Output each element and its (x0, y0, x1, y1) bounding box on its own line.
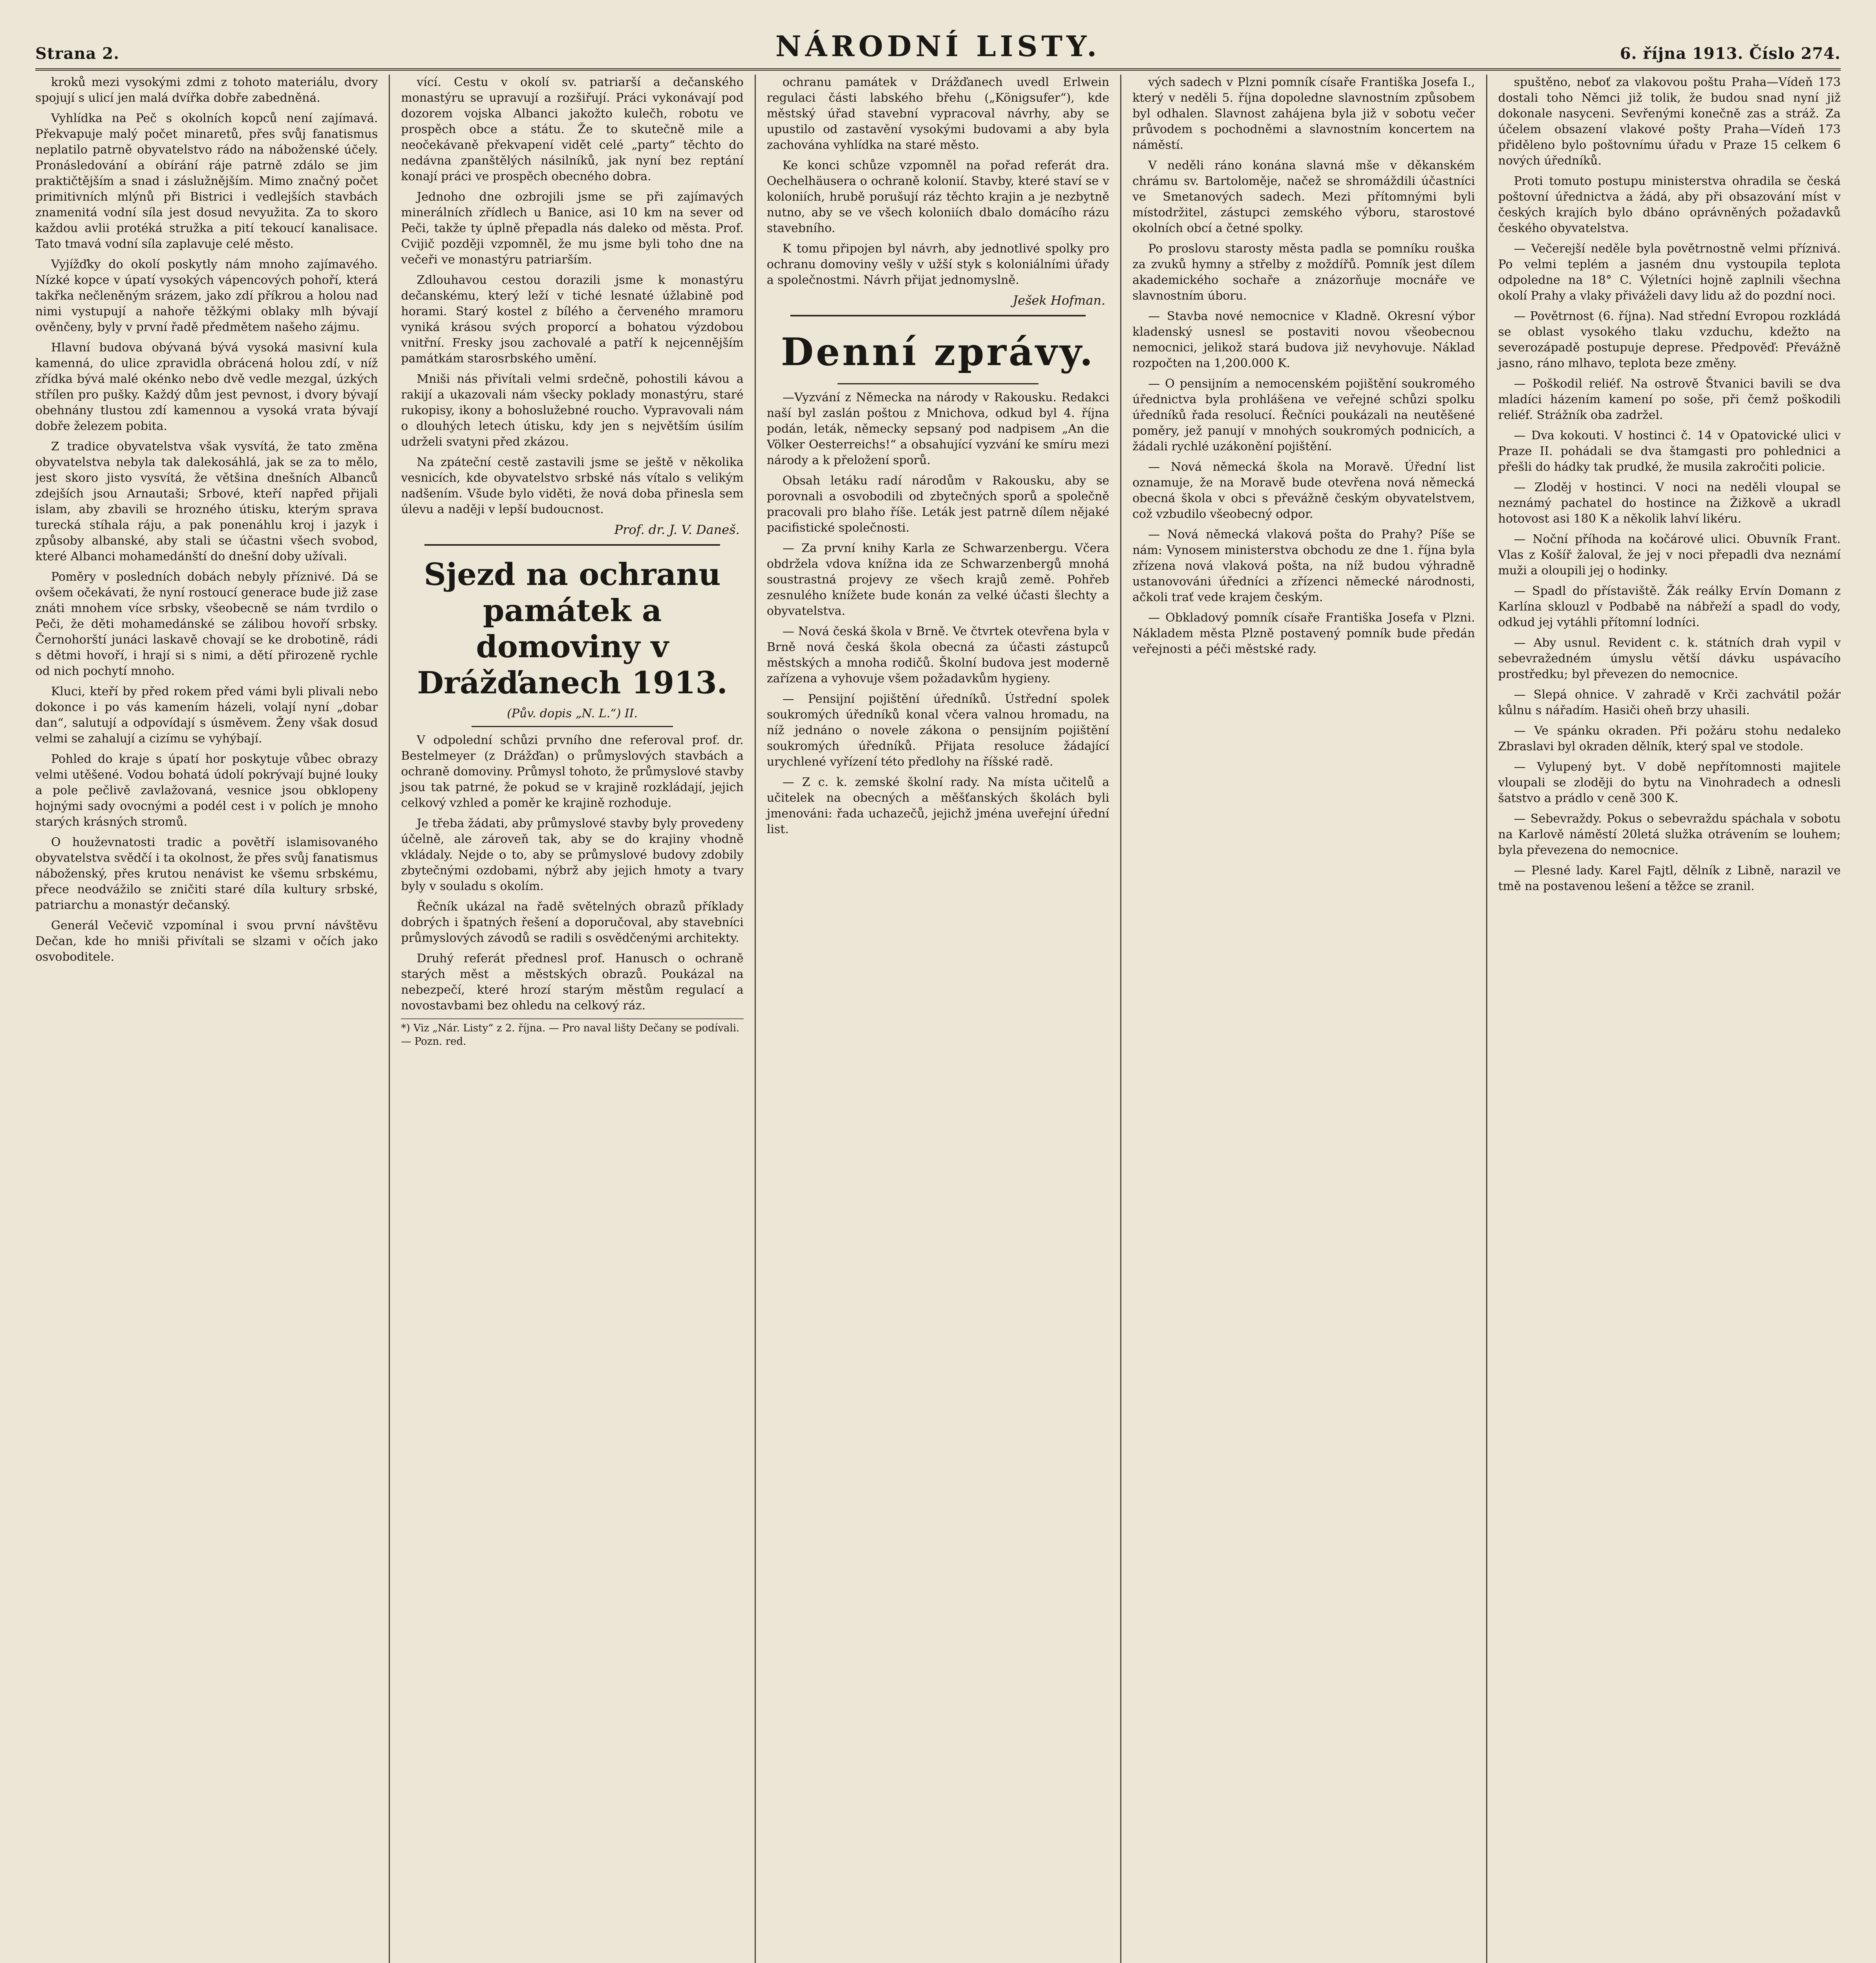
article-signature: Ješek Hofman. (1013, 293, 1106, 308)
divider (790, 315, 1086, 316)
news-item: — Slepá ohnice. V zahradě v Krči zachvátil požár kůlnu s nářadím. Hasiči oheň brzy uhasili. (1498, 688, 1841, 717)
paragraph: Jednoho dne ozbrojili jsme se při zajímavých minerálních zřídlech u Banice, asi 10 km na sever od Peči, takže ty úplně přepadla nás daleko od města. Prof. Cvijič později vzpomněl, že mu jsme byli toho dne na večeři ve monastýru patriarším. (401, 190, 744, 267)
news-item: — Dva kokouti. V hostinci č. 14 v Opatovické ulici v Praze II. pohádali se dva štamgasti pro pohlednici a přešli do hádky tak prudké, že musila zakročiti policie. (1498, 429, 1841, 474)
paragraph: ochranu památek v Drážďanech uvedl Erlwein regulaci části labského břehu („Königsufer“), kde městský úřad stavební vypracoval návrhy, aby se upustilo od zastavění vysokými budovami a aby byla zachována vyhlídka na staré město. (766, 75, 1110, 152)
paragraph: Na zpáteční cestě zastavili jsme se ještě v několika vesnicích, kde obyvatelstvo srbské nás vítalo s velikým nadšením. Všude bylo viděti, že nová doba přinesla sem úlevu a naději v lepší budoucnost. (401, 455, 744, 516)
news-item: — Obkladový pomník císaře Františka Josefa v Plzni. Nákladem města Plzně postavený pomník bude předán veřejnosti a péči městské rady. (1132, 611, 1475, 656)
article-title: Sjezd na ochranu památek a domoviny v Drážďanech 1913. (417, 557, 728, 701)
column-2 (389, 75, 754, 1963)
paragraph: Pohled do kraje s úpatí hor poskytuje vůbec obrazy velmi utěšené. Vodou bohatá údolí pokrývají bujné louky a pole pečlivě zavlažovaná, vesnice jsou obklopeny hojnými sady ovocnými a podél cest i v polích je mnoho starých krásných stromů. (35, 752, 378, 829)
paragraph: V odpolední schůzi prvního dne referoval prof. dr. Bestelmeyer (z Drážďan) o průmyslových stavbách a ochraně domoviny. Průmysl tohoto, že průmyslové stavby jsou tak patrné, že pokud se v krajině rozkládají, jejich celkový vzhled a poměr ke krajině rozhoduje. (401, 733, 744, 810)
news-item: — Vylupený byt. V době nepřítomnosti majitele vloupali se zloději do bytu na Vinohradech a odnesli šatstvo a prádlo v ceně 300 K. (1498, 760, 1841, 805)
paragraph: Poměry v posledních dobách nebyly příznivé. Dá se ovšem očekávati, že nyní rostoucí generace bude již zase znáti mnohem více srbsky, všeobecně se nám tvrdilo o Peči, že děti mohamedánské se zálibou hovoří srbsky. Černohorští junáci laskavě chovají se ke drobotině, rádi s dětmi hovoří, i hrají si s nimi, a dětí přirozeně rychle od nich pochytí mnoho. (35, 570, 378, 678)
news-item: — Zloděj v hostinci. V noci na neděli vloupal se neznámý pachatel do hostince na Žižkově a ukradl hotovost asi 180 K a několik lahví likéru. (1498, 481, 1841, 526)
news-item: spuštěno, neboť za vlakovou poštu Praha—Vídeň 173 dostali toho Němci již tolik, že budou snad nyní již dokonale nasyceni. Sevřenými konečně zas a stráž. Za účelem obsazení vlakové pošty Praha—Vídeň 173 přiděleno bylo poštovnímu úřadu v Praze 15 celkem 6 nových úředníků. (1498, 75, 1841, 168)
paragraph: Je třeba žádati, aby průmyslové stavby byly provedeny účelně, ale zároveň tak, aby se do krajiny vhodně vkládaly. Nejde o to, aby se průmyslové budovy zdobily zbytečnými ozdobami, nýbrž aby jejich hmoty a tvary byly v souladu s okolím. (401, 817, 744, 893)
news-item: — Plesné lady. Karel Fajtl, dělník z Libně, narazil ve tmě na postavenou lešení a těžce se zranil. (1498, 864, 1841, 893)
news-item: — Poškodil reliéf. Na ostrově Štvanici bavili se dva mladíci házením kamení po soše, při čemž poškodili reliéf. Strážník oba zadržel. (1498, 377, 1841, 422)
news-item: V neděli ráno konána slavná mše v děkanském chrámu sv. Bartoloměje, načež se shromáždili účastníci ve Smetanových sadech. Mezi přítomnými byli místodržitel, zástupci zemského výboru, starostové okolních obcí a četné spolky. (1132, 159, 1475, 235)
masthead (35, 24, 1841, 71)
paragraph: Mniši nás přivítali velmi srdečně, pohostili kávou a rakijí a ukazovali nám všecky poklady monastýru, staré rukopisy, ikony a bohoslužebné roucho. Vypravovali nám o dlouhých letech útisku, kdy jen s největším úsilím udrželi svatyni před zkázou. (401, 372, 744, 449)
column-3 (755, 75, 1120, 1963)
divider (837, 383, 1039, 384)
paragraph: Ke konci schůze vzpomněl na pořad referát dra. Oechelhäusera o ochraně kolonií. Stavby, které staví se v koloniích, hrubě porušují ráz těchto krajin a je nezbytně nutno, aby se ve všech koloniích dbalo domácího rázu stavebního. (766, 159, 1110, 235)
paragraph: Z tradice obyvatelstva však vysvítá, že tato změna obyvatelstva nebyla tak dalekosáhlá, jak se za to mělo, jest skoro jisto vysvítá, že většina dnešních Albanců zdejších jsou Arnautaši; Srbové, kteří napřed přijali islam, aby zbavili se hrozného útisku, kterým sprava turecká stíhala ráju, a pak ponenáhlu kroj i jazyk i způsoby albanské, aby stali se účastni všech svobod, které Albanci mohamedánští do dnešní doby užívali. (35, 440, 378, 563)
paragraph: vící. Cestu v okolí sv. patriarší a dečanského monastýru se upravují a rozšiřují. Práci vykonávají pod dozorem vojska Albanci jakožto kulečh, robotu ve prospěch obce a státu. Že to skutečně mile a neočekávaně překvapení vidět celé „party“ těchto do nedávna zpanštělých násilníků, jak nyní bez reptání konají práci ve prospěch obecného dobra. (401, 75, 744, 183)
news-item: Obsah letáku radí národům v Rakousku, aby se porovnali a osvobodili od zbytečných sporů a společně pracovali pro blaho říše. Leták jest patrně dílem nějaké pacifistické společnosti. (766, 474, 1110, 535)
news-item: — Za první knihy Karla ze Schwarzenbergu. Včera obdržela vdova knížna ida ze Schwarzenbergů mnohá soustrastná projevy ze všech krajů země. Pohřeb zesnulého knížete bude konán za velké účasti šlechty a obyvatelstva. (766, 541, 1110, 618)
column-5 (1486, 75, 1841, 1963)
newspaper-title: NÁRODNÍ LISTY. (775, 29, 1101, 63)
paragraph: Řečník ukázal na řadě světelných obrazů příklady dobrých i špatných řešení a doporučoval, aby stavebníci průmyslových závodů se radili s osvědčenými architekty. (401, 900, 744, 945)
news-item: — Sebevraždy. Pokus o sebevraždu spáchala v sobotu na Karlově náměstí 20letá služka otrávením se louhem; byla převezena do nemocnice. (1498, 812, 1841, 857)
paragraph: Vyhlídka na Peč s okolních kopců není zajímavá. Překvapuje malý počet minaretů, přes svůj fanatismus neplatilo patrně obyvatelstvo rádo na náboženské účely. Pronásledování a obírání ráje patrně zdálo se jim praktičtějším a snad i záslužnějším. Mimo značný počet primitivních mlýnů při Bistrici i vedlejších stavbách znamenitá vodní síla jest dosud nevyužita. Za to skoro každou avlii protéká stružka a pití tekoucí kanalisace. Tato tmavá vodní síla zaplavuje celé město. (35, 111, 378, 251)
news-item: — Spadl do přístaviště. Žák reálky Ervín Domann z Karlína sklouzl v Podbabě na nábřeží a spadl do vody, odkud jej vytáhli přítomní lodníci. (1498, 584, 1841, 629)
paragraph: kroků mezi vysokými zdmi z tohoto materiálu, dvory spojují s ulicí jen malá dvířka dobře zabedněná. (35, 75, 378, 105)
news-item: — Nová německá vlaková pošta do Prahy? Píše se nám: Vynosem ministerstva obchodu ze dne 1. října byla zřízena nová vlaková pošta, na níž budou výhradně ustanovováni úředníci a zřízenci německé národnosti, ačkoli trať vede krajem českým. (1132, 528, 1475, 604)
news-item: — O pensijním a nemocenském pojištění soukromého úřednictva byla prohlášena ve veřejné schůzi spolku úředníků řada resolucí. Řečníci poukázali na neutěšené poměry, jež panují v mnohých soukromých podnicích, a žádali rychlé uzákonění pojištění. (1132, 377, 1475, 453)
paragraph: Zdlouhavou cestou dorazili jsme k monastýru dečanskému, který leží v tiché lesnaté úžlabině pod horami. Starý kostel z bílého a červeného mramoru vyniká krásou svých proporcí a bohatou výzdobou vnitřní. Fresky jsou zachovalé a patří k nejcennějším památkám starosrbského umění. (401, 273, 744, 366)
article-signature: Prof. dr. J. V. Daneš. (614, 522, 740, 537)
paragraph: K tomu připojen byl návrh, aby jednotlivé spolky pro ochranu domoviny vešly v užší styk s koloniálními úřady a společnostmi. Návrh přijat jednomyslně. (766, 242, 1110, 287)
column-4 (1120, 75, 1486, 1963)
issue-date: 6. října 1913. Číslo 274. (1620, 44, 1841, 63)
paragraph: Hlavní budova obývaná bývá vysoká masivní kula kamenná, do ulice zpravidla obrácená holou zdí, v níž zřídka bývá malé okénko nebo dvě vedle mezgal, úzkých střílen pro pušky. Každý dům jest pevnost, i dvory bývají obehnány tlustou zdí kamennou a vysoká vrata bývají dobře železem pobita. (35, 341, 378, 433)
divider (472, 726, 673, 727)
column-1 (35, 75, 389, 1963)
article-subtitle: (Pův. dopis „N. L.“) II. (507, 707, 638, 720)
divider (424, 544, 720, 546)
paragraph: O houževnatosti tradic a povětří islamisovaného obyvatelstva svědčí i ta okolnost, že přes svůj fanatismus náboženský, přes krutou nenávist ke všemu srbskému, přece neodvážilo se zničiti staré díla kultury srbské, patriarchu a monastýr dečanský. (35, 835, 378, 912)
news-item: Proti tomuto postupu ministerstva ohradila se česká poštovní úřednictva a žádá, aby při obsazování míst v českých krajích bylo dbáno oprávněných požadavků českého obyvatelstva. (1498, 174, 1841, 235)
news-item: — Pensijní pojištění úředníků. Ústřední spolek soukromých úředníků konal včera valnou hromadu, na níž jednáno o novele zákona o pensijním pojištění soukromých úředníků. Přijata resoluce žádající urychlené vyřízení této předlohy na říšské radě. (766, 692, 1110, 769)
section-title: Denní zprávy. (781, 330, 1095, 374)
news-item: — Z c. k. zemské školní rady. Na místa učitelů a učitelek na obecných a měšťanských školách byli jmenováni: řada uchazečů, jejichž jména uveřejní úřední list. (766, 775, 1110, 836)
page-number: Strana 2. (35, 44, 120, 63)
news-item: — Ve spánku okraden. Při požáru stohu nedaleko Zbraslavi byl okraden dělník, který spal ve stodole. (1498, 724, 1841, 753)
news-item: — Nová česká škola v Brně. Ve čtvrtek otevřena byla v Brně nová česká škola obecná za účasti zástupců městských a mnoha rodičů. Školní budova jest moderně zařízena a vyhovuje všem požadavkům hygieny. (766, 625, 1110, 685)
news-item: — Noční příhoda na kočárové ulici. Obuvník Frant. Vlas z Košíř žaloval, že jej v noci přepadli dva neznámí muži a oloupili jej o hodinky. (1498, 532, 1841, 578)
news-item: —Vyzvání z Německa na národy v Rakousku. Redakci naší byl zaslán poštou z Mnichova, odkud byl 4. října podán, leták, německy sepsaný pod nadpisem „An die Völker Oesterreichs!“ a obsahující vyzvání ke smíru mezi národy a k přeložení sporů. (766, 391, 1110, 467)
news-item: — Povětrnost (6. října). Nad střední Evropou rozkládá se oblast vysokého tlaku vzduchu, kdežto na severozápadě postupuje deprese. Předpověď: Převážně jasno, ráno mlhavo, teplota beze změny. (1498, 309, 1841, 370)
news-item: — Večerejší neděle byla povětrnostně velmi příznivá. Po velmi teplém a jasném dnu vystoupila teplota odpoledne na 18° C. Výletníci hojně zaplnili všechna okolí Prahy a vlaky přiváželi davy lidu až do pozdní noci. (1498, 242, 1841, 303)
news-item: Po proslovu starosty města padla se pomníku rouška za zvuků hymny a střelby z moždířů. Pomník jest dílem akademického sochaře a znázorňuje mocnáře ve slavnostním úboru. (1132, 242, 1475, 303)
footnote: *) Viz „Nár. Listy“ z 2. října. — Pro naval lišty Dečany se podívali. — Pozn. red. (401, 1018, 743, 1048)
news-item: — Nová německá škola na Moravě. Úřední list oznamuje, že na Moravě bude otevřena nová německá obecná škola v obci s převážně českým obyvatelstvem, což vzbudilo všeobecný odpor. (1132, 460, 1475, 521)
paragraph: Kluci, kteří by před rokem před vámi byli plivali nebo dokonce i po vás kamením házeli, volají nyní „dobar dan“, salutují a odpovídají s úsměvem. Ženy však dosud velmi se zahalují a cizímu se vyhýbají. (35, 685, 378, 746)
news-item: — Stavba nové nemocnice v Kladně. Okresní výbor kladenský usnesl se postaviti novou všeobecnou nemocnici, jelikož stará budova již nevyhovuje. Náklad rozpočten na 1,200.000 K. (1132, 309, 1475, 370)
news-item: vých sadech v Plzni pomník císaře Františka Josefa I., který v neděli 5. října dopoledne slavnostním způsobem byl odhalen. Slavnost zahájena byla již v sobotu večer průvodem s pochodněmi a slavnostním koncertem na náměstí. (1132, 75, 1475, 152)
paragraph: Generál Večevič vzpomínal i svou první návštěvu Dečan, kde ho mniši přivítali se slzami v očích jako osvoboditele. (35, 919, 378, 964)
news-item: — Aby usnul. Revident c. k. státních drah vypil v sebevražedném úmyslu větší dávku uspávacího prostředku; byl převezen do nemocnice. (1498, 636, 1841, 681)
columns (35, 75, 1841, 1963)
paragraph: Vyjížďky do okolí poskytly nám mnoho zajímavého. Nízké kopce v úpatí vysokých vápencových pohoří, která takřka nečleněným srázem, jako zdí příkrou a holou nad nimi vystupují a nahoře těžkými oblaky mlh bývají ověnčeny, byly v první řadě předmětem našeho zájmu. (35, 258, 378, 334)
paragraph: Druhý referát přednesl prof. Hanusch o ochraně starých měst a městských obrazů. Poukázal na nebezpečí, které hrozí starým městům regulací a novostavbami bez ohledu na celkový ráz. (401, 952, 744, 1013)
